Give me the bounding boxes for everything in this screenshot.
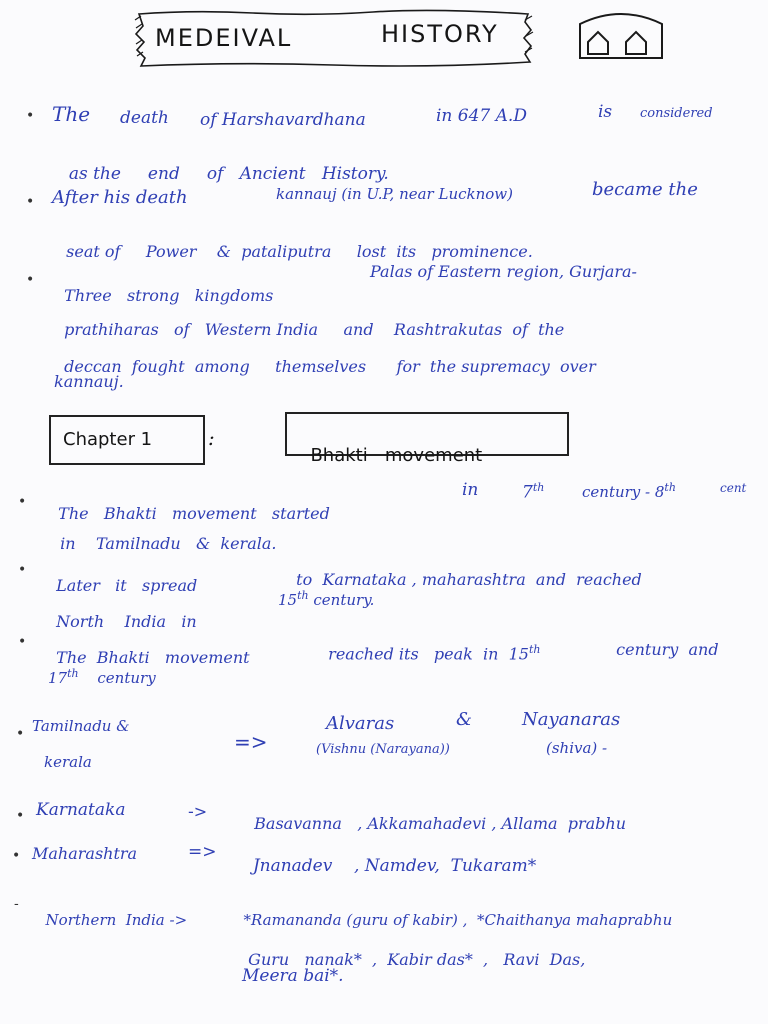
text-span: => [188,842,217,862]
text-span: cent [720,481,747,495]
text-line [200,110,366,130]
text-line [36,890,187,930]
text-span: reached its peak in 15 [328,644,529,664]
text-span: century - 8 [582,483,665,501]
text-line [36,800,125,820]
text-line [546,738,607,758]
text-line [46,556,197,596]
text-span: (Vishnu (Narayana)) [316,742,450,757]
text-line [278,586,374,610]
house-icon [576,10,666,66]
text-span: century [97,669,156,687]
bullet-dot: • [26,272,35,288]
bullet-dot: • [26,108,35,124]
bullet-dot: • [18,494,27,510]
text-line [286,550,642,590]
text-line [606,620,719,660]
text-span: kannauj (in U.P, near Lucknow) [276,185,513,203]
text-line [582,478,676,502]
text-line [462,480,478,500]
title-word-medieval: MEDEIVAL [155,24,293,52]
title-word-history: HISTORY [381,20,499,48]
text-span: considered [640,106,713,121]
text-span: kerala [44,753,92,771]
text-span: seat of Power & pataliputra lost its prominence. [66,242,533,261]
bullet-dot: • [18,562,27,578]
text-span: After his death [52,187,188,208]
arrow-icon [188,802,207,821]
text-line [370,262,637,282]
text-line [522,710,620,730]
text-span: th [664,481,676,494]
bullet-dot: • [26,194,35,210]
bullet-dot: • [16,726,25,742]
text-span: is [598,102,613,122]
text-line [242,836,536,876]
text-line [276,184,513,204]
double-arrow-icon [234,730,268,754]
text-span: to Karnataka , maharashtra and reached [296,570,642,589]
page-title [133,8,535,70]
text-span: Later it spread [56,576,198,595]
text-line [54,337,596,377]
text-span: (shiva) - [546,739,608,757]
text-span: Alvaras [326,713,395,734]
text-span: prathiharas of Western India and Rashtrakutas of the [64,320,565,339]
bullet-dot: • [18,634,27,650]
text-span: th [528,643,541,656]
text-span: of Harshavardhana [200,110,366,130]
text-span: 17 [48,669,68,687]
text-line [32,716,130,736]
text-line [318,620,541,664]
text-line [244,794,626,834]
text-span: century and [616,640,719,659]
text-span: Karnataka [36,800,126,820]
text-line [54,300,564,340]
text-span: Northern India -> [45,911,188,929]
text-line [640,104,713,124]
chapter-topic: Bhakti movement [310,445,483,466]
text-line [54,372,124,392]
text-span: : [208,426,215,450]
text-span: century. [313,591,375,609]
text-line [56,222,533,262]
text-span: -> [188,802,208,821]
text-span: became the [592,179,698,200]
text-line [436,106,527,126]
bullet-dot: • [12,848,21,864]
text-line [120,108,169,128]
text-line [522,478,544,503]
text-span: Three strong kingdoms [64,286,274,305]
text-span: Nayanaras [522,709,621,730]
text-span: th [67,667,79,680]
text-span: as the end of Ancient History. [68,164,389,184]
chapter-colon [208,428,215,448]
text-line [326,714,394,734]
text-span: The [52,102,91,126]
text-span: in Tamilnadu & kerala. [60,534,277,553]
text-line [316,740,450,760]
text-span: North India in [56,612,197,631]
text-span: th [532,481,545,494]
text-line [238,930,585,970]
text-line [592,180,698,200]
text-span: 7 [522,482,533,503]
text-span: Guru nanak* , Kabir das* , Ravi Das, [248,950,586,969]
text-line [52,188,188,208]
chapter-label-box [49,415,205,465]
chapter-label: Chapter 1 [63,429,153,450]
text-line [52,104,90,124]
text-span: The Bhakti movement started [58,504,330,523]
text-span: 15 [278,591,298,609]
text-span: Basavanna , Akkamahadevi , Allama prabhu [254,814,627,833]
text-span: The Bhakti movement [56,648,250,667]
text-line [46,592,197,632]
text-span: Jnanadev , Namdev, Tukaram* [252,856,537,876]
text-line [32,844,137,864]
text-span: deccan fought among themselves for the supremacy over [64,357,596,376]
text-span: kannauj. [54,372,124,391]
text-span: Maharashtra [32,844,138,863]
text-span: Tamilnadu & [32,717,130,735]
text-line [720,478,746,498]
text-span: & [456,709,473,730]
text-span: in [462,480,479,500]
text-line [48,664,156,688]
text-line [234,890,672,930]
text-line [456,710,472,730]
text-span: th [297,589,309,602]
bullet-dot: - [14,896,19,912]
text-line [58,144,389,184]
text-line [242,966,344,986]
text-span: in 647 A.D [436,106,527,126]
text-line [50,514,276,554]
text-span: Meera bai*. [242,966,344,986]
text-line [598,102,612,122]
text-span: Palas of Eastern region, Gurjara- [370,262,637,281]
chapter-topic-box [285,412,569,466]
text-line [46,628,250,668]
bullet-dot: • [16,808,25,824]
text-span: => [234,730,268,754]
text-span: death [120,108,169,128]
text-span: *Ramananda (guru of kabir) , *Chaithanya mahaprabhu [243,911,673,929]
text-line [44,752,92,772]
double-arrow-icon [188,842,217,862]
